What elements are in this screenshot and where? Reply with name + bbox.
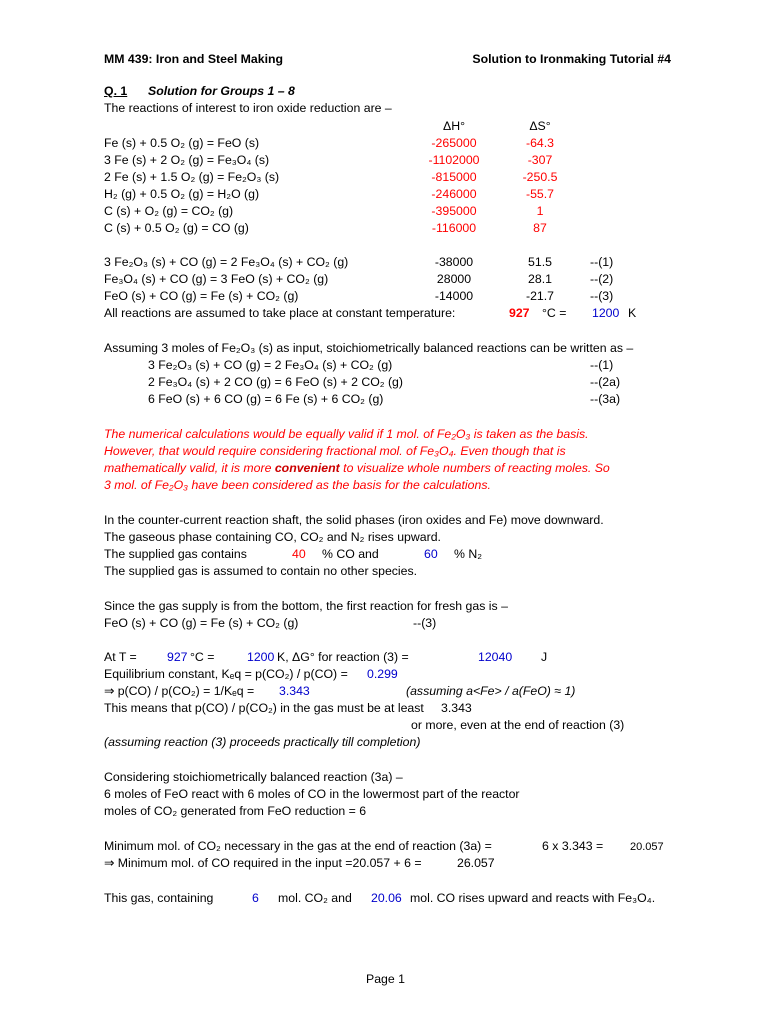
reaction-equation: 3 Fe (s) + 2 O₂ (g) = Fe₃O₄ (s) <box>104 153 270 167</box>
enthalpy-value: -815000 <box>431 170 477 184</box>
keq-value: 0.299 <box>367 667 398 681</box>
ratio-value: 3.343 <box>279 684 310 698</box>
note-line <box>104 460 610 476</box>
unit-joule: J <box>541 650 548 664</box>
enthalpy-value: -38000 <box>434 255 474 269</box>
gas-co-moles: 20.06 <box>371 891 402 905</box>
shaft-line: In the counter-current reaction shaft, the solid phases (iron oxides and Fe) move downward. <box>104 513 604 527</box>
enthalpy-value: -265000 <box>431 136 477 150</box>
reactions-intro: The reactions of interest to iron oxide reduction are – <box>104 101 392 115</box>
gas-label: This gas, containing <box>104 891 214 905</box>
supplied-gas-label: The supplied gas contains <box>104 547 247 561</box>
consider-line: Considering stoichiometrically balanced reaction (3a) – <box>104 770 403 784</box>
enthalpy-value: -246000 <box>431 187 477 201</box>
reaction-equation: FeO (s) + CO (g) = Fe (s) + CO₂ (g) <box>104 289 299 303</box>
entropy-value: -250.5 <box>522 170 558 184</box>
enthalpy-value: 28000 <box>436 272 472 286</box>
col-header-enthalpy: ΔH° <box>442 119 465 133</box>
reaction-equation: Fe (s) + 0.5 O₂ (g) = FeO (s) <box>104 136 260 150</box>
completion-assumption: (assuming reaction (3) proceeds practically till completion) <box>104 735 421 749</box>
balanced-equation: 6 FeO (s) + 6 CO (g) = 6 Fe (s) + 6 CO₂ (g) <box>148 392 384 406</box>
reaction-tag: --(2) <box>590 272 614 286</box>
reaction-tag: --(3a) <box>590 392 621 406</box>
unit-celsius: °C = <box>542 306 567 320</box>
constant-temperature-text: All reactions are assumed to take place at constant temperature: <box>104 306 456 320</box>
reaction-equation: 3 Fe₂O₃ (s) + CO (g) = 2 Fe₃O₄ (s) + CO₂ (g) <box>104 255 349 269</box>
at-t-label: At T = <box>104 650 137 664</box>
reaction-equation: C (s) + O₂ (g) = CO₂ (g) <box>104 204 234 218</box>
reaction-equation: C (s) + 0.5 O₂ (g) = CO (g) <box>104 221 249 235</box>
entropy-value: -307 <box>527 153 553 167</box>
temperature-celsius: 927 <box>167 650 188 664</box>
shaft-line: The supplied gas is assumed to contain no other species. <box>104 564 418 578</box>
entropy-value: 1 <box>536 204 544 218</box>
end-reaction-text: or more, even at the end of reaction (3) <box>411 718 625 732</box>
note-text: to visualize whole numbers of reacting moles. So <box>339 461 610 475</box>
shaft-line: The gaseous phase containing CO, CO₂ and N₂ rises upward. <box>104 530 441 544</box>
minimum-ratio-text: This means that p(CO) / p(CO₂) in the gas must be at least <box>104 701 424 715</box>
gas-co2-moles: 6 <box>252 891 259 905</box>
reaction-equation: H₂ (g) + 0.5 O₂ (g) = H₂O (g) <box>104 187 260 201</box>
enthalpy-value: -14000 <box>434 289 474 303</box>
consider-line: 6 moles of FeO react with 6 moles of CO in the lowermost part of the reactor <box>104 787 520 801</box>
minimum-ratio-value: 3.343 <box>441 701 472 715</box>
gas-co-label: mol. CO rises upward and reacts with Fe₃O₄. <box>410 891 656 905</box>
header-course-title: MM 439: Iron and Steel Making <box>104 52 284 66</box>
activity-assumption: (assuming a<Fe> / a(FeO) ≈ 1) <box>406 684 576 698</box>
unit-kelvin: K <box>628 306 637 320</box>
reaction-tag: --(3) <box>413 616 437 630</box>
temperature-kelvin: 1200 <box>247 650 275 664</box>
minimum-co2-label: Minimum mol. of CO₂ necessary in the gas at the end of reaction (3a) = <box>104 839 492 853</box>
col-header-entropy: ΔS° <box>529 119 551 133</box>
n2-percent: 60 <box>424 547 438 561</box>
minimum-co2-value: 20.057 <box>630 841 664 853</box>
balanced-equation: 2 Fe₃O₄ (s) + 2 CO (g) = 6 FeO (s) + 2 CO₂ (g) <box>148 375 403 389</box>
enthalpy-value: -1102000 <box>428 153 480 167</box>
temperature-celsius: 927 <box>509 306 530 320</box>
question-label: Q. 1 <box>104 84 128 98</box>
delta-g-label: K, ΔG° for reaction (3) = <box>277 650 409 664</box>
question-title: Solution for Groups 1 – 8 <box>148 84 295 98</box>
delta-g-value: 12040 <box>478 650 513 664</box>
entropy-value: -55.7 <box>525 187 555 201</box>
entropy-value: -64.3 <box>525 136 555 150</box>
minimum-co2-calc: 6 x 3.343 = <box>542 839 604 853</box>
enthalpy-value: -395000 <box>431 204 477 218</box>
reaction-tag: --(2a) <box>590 375 621 389</box>
balanced-intro: Assuming 3 moles of Fe₂O₃ (s) as input, stoichiometrically balanced reactions can be written as – <box>104 341 634 355</box>
header-document-title: Solution to Ironmaking Tutorial #4 <box>472 52 671 66</box>
reaction-tag: --(1) <box>590 358 614 372</box>
reaction-equation: 2 Fe (s) + 1.5 O₂ (g) = Fe₂O₃ (s) <box>104 170 280 184</box>
temperature-kelvin: 1200 <box>592 306 620 320</box>
reaction-tag: --(3) <box>590 289 614 303</box>
balanced-equation: 3 Fe₂O₃ (s) + CO (g) = 2 Fe₃O₄ (s) + CO₂ (g) <box>148 358 393 372</box>
co-percent: 40 <box>292 547 306 561</box>
reaction-equation: Fe₃O₄ (s) + CO (g) = 3 FeO (s) + CO₂ (g) <box>104 272 329 286</box>
fresh-gas-equation: FeO (s) + CO (g) = Fe (s) + CO₂ (g) <box>104 616 299 630</box>
ratio-label: ⇒ p(CO) / p(CO₂) = 1/Kₑq = <box>104 684 255 698</box>
note-emphasis: convenient <box>274 461 340 475</box>
gas-co2-label: mol. CO₂ and <box>278 891 352 905</box>
page-number: Page 1 <box>366 972 405 986</box>
fresh-gas-intro: Since the gas supply is from the bottom, the first reaction for fresh gas is – <box>104 599 508 613</box>
n2-label: % N₂ <box>454 547 483 561</box>
note-line: The numerical calculations would be equally valid if 1 mol. of Fe₂O₃ is taken as the basis. <box>104 427 589 441</box>
minimum-co-value: 26.057 <box>457 856 495 870</box>
minimum-co-label: ⇒ Minimum mol. of CO required in the input =20.057 + 6 = <box>104 856 422 870</box>
entropy-value: 51.5 <box>528 255 552 269</box>
co-label: % CO and <box>322 547 379 561</box>
entropy-value: 87 <box>533 221 547 235</box>
reaction-tag: --(1) <box>590 255 614 269</box>
enthalpy-value: -116000 <box>431 221 477 235</box>
note-line: However, that would require considering fractional mol. of Fe₃O₄. Even though that is <box>104 444 566 458</box>
entropy-value: 28.1 <box>528 272 552 286</box>
consider-line: moles of CO₂ generated from FeO reduction = 6 <box>104 804 367 818</box>
unit-celsius: °C = <box>190 650 215 664</box>
note-line: 3 mol. of Fe₂O₃ have been considered as the basis for the calculations. <box>104 478 491 492</box>
keq-label: Equilibrium constant, Kₑq = p(CO₂) / p(CO) = <box>104 667 348 681</box>
entropy-value: -21.7 <box>525 289 555 303</box>
note-text: mathematically valid, it is more <box>104 461 275 475</box>
